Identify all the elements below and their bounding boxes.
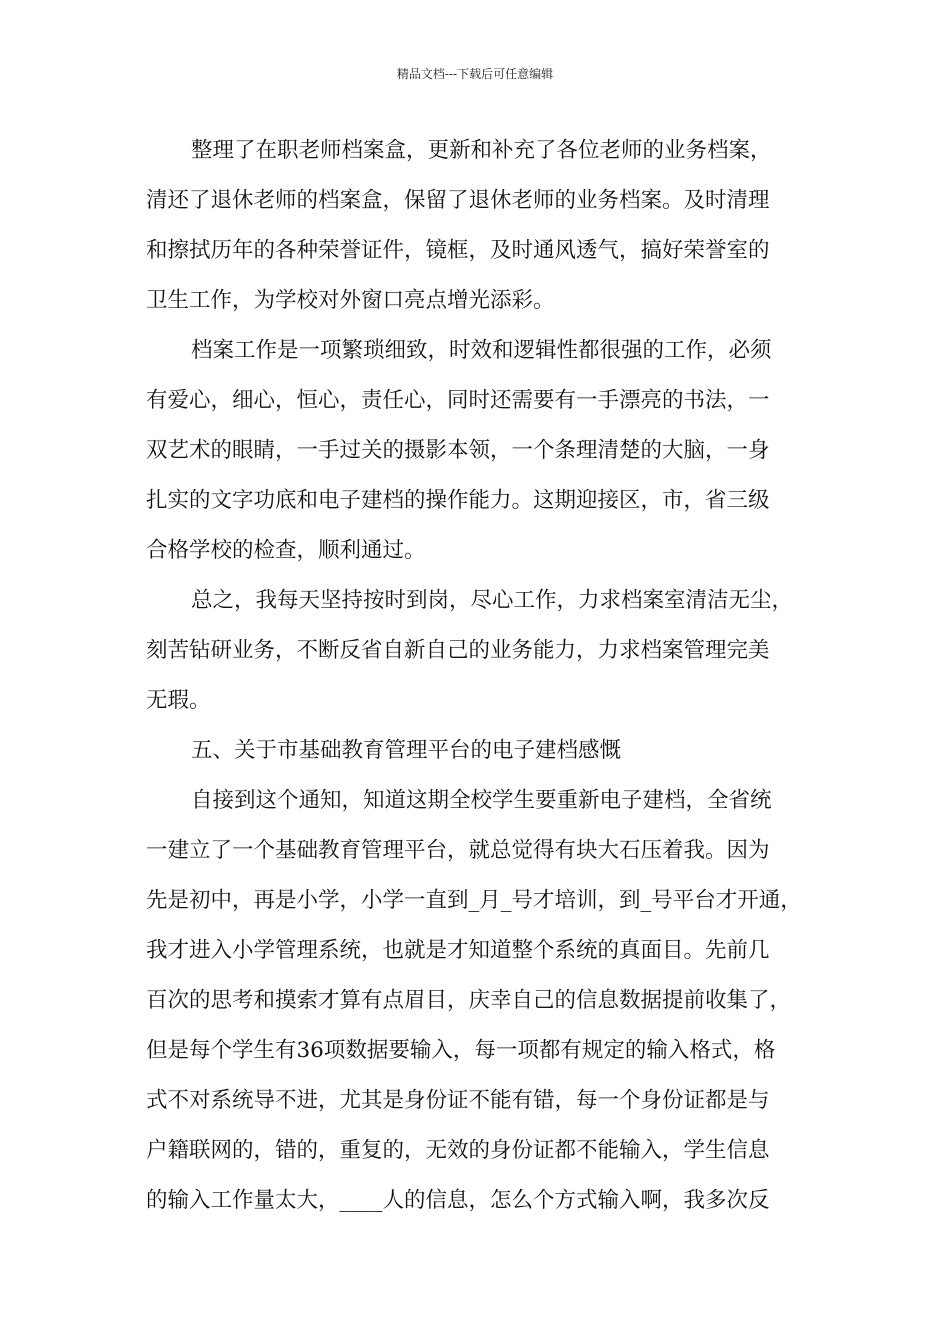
paragraph-line: 刻苦钻研业务，不断反省自新自己的业务能力，力求档案管理完美 [146, 638, 770, 663]
document-body [146, 126, 826, 1226]
paragraph-line: 百次的思考和摸索才算有点眉目，庆幸自己的信息数据提前收集了， [146, 988, 792, 1013]
paragraph-line: 一建立了一个基础教育管理平台，就总觉得有块大石压着我。因为 [146, 838, 770, 863]
paragraph-line: 式不对系统导不进，尤其是身份证不能有错，每一个身份证都是与 [146, 1088, 770, 1113]
paragraph-line: 先是初中，再是小学，小学一直到_月_号才培训，到_号平台才开通， [146, 888, 802, 913]
paragraph-line: 总之，我每天坚持按时到岗，尽心工作，力求档案室清洁无尘， [191, 588, 794, 613]
paragraph-line: 扎实的文字功底和电子建档的操作能力。这期迎接区，市，省三级 [146, 488, 770, 513]
paragraph-line: 卫生工作，为学校对外窗口亮点增光添彩。 [146, 288, 555, 313]
paragraph-line: 我才进入小学管理系统，也就是才知道整个系统的真面目。先前几 [146, 938, 770, 963]
paragraph-line: 和擦拭历年的各种荣誉证件，镜框，及时通风透气，搞好荣誉室的 [146, 238, 770, 263]
section-heading: 五、关于市基础教育管理平台的电子建档感慨 [191, 738, 622, 763]
paragraph-line: 但是每个学生有36项数据要输入，每一项都有规定的输入格式，格 [146, 1038, 776, 1063]
paragraph-line: 的输入工作量太大，____人的信息，怎么个方式输入啊，我多次反 [146, 1188, 770, 1213]
paragraph-line: 清还了退休老师的档案盒，保留了退休老师的业务档案。及时清理 [146, 188, 770, 213]
paragraph-line: 有爱心，细心，恒心，责任心，同时还需要有一手漂亮的书法，一 [146, 388, 770, 413]
paragraph-line: 自接到这个通知，知道这期全校学生要重新电子建档，全省统 [191, 788, 772, 813]
paragraph-line: 双艺术的眼睛，一手过关的摄影本领，一个条理清楚的大脑，一身 [146, 438, 770, 463]
paragraph-line: 户籍联网的，错的，重复的，无效的身份证都不能输入，学生信息 [146, 1138, 770, 1163]
paragraph-line: 档案工作是一项繁琐细致，时效和逻辑性都很强的工作，必须 [191, 338, 772, 363]
page-header: 精品文档---下载后可任意编辑 [396, 67, 554, 81]
paragraph-line: 合格学校的检查，顺利通过。 [146, 538, 426, 563]
paragraph-line: 整理了在职老师档案盒，更新和补充了各位老师的业务档案， [191, 138, 772, 163]
paragraph-line: 无瑕。 [146, 688, 211, 713]
